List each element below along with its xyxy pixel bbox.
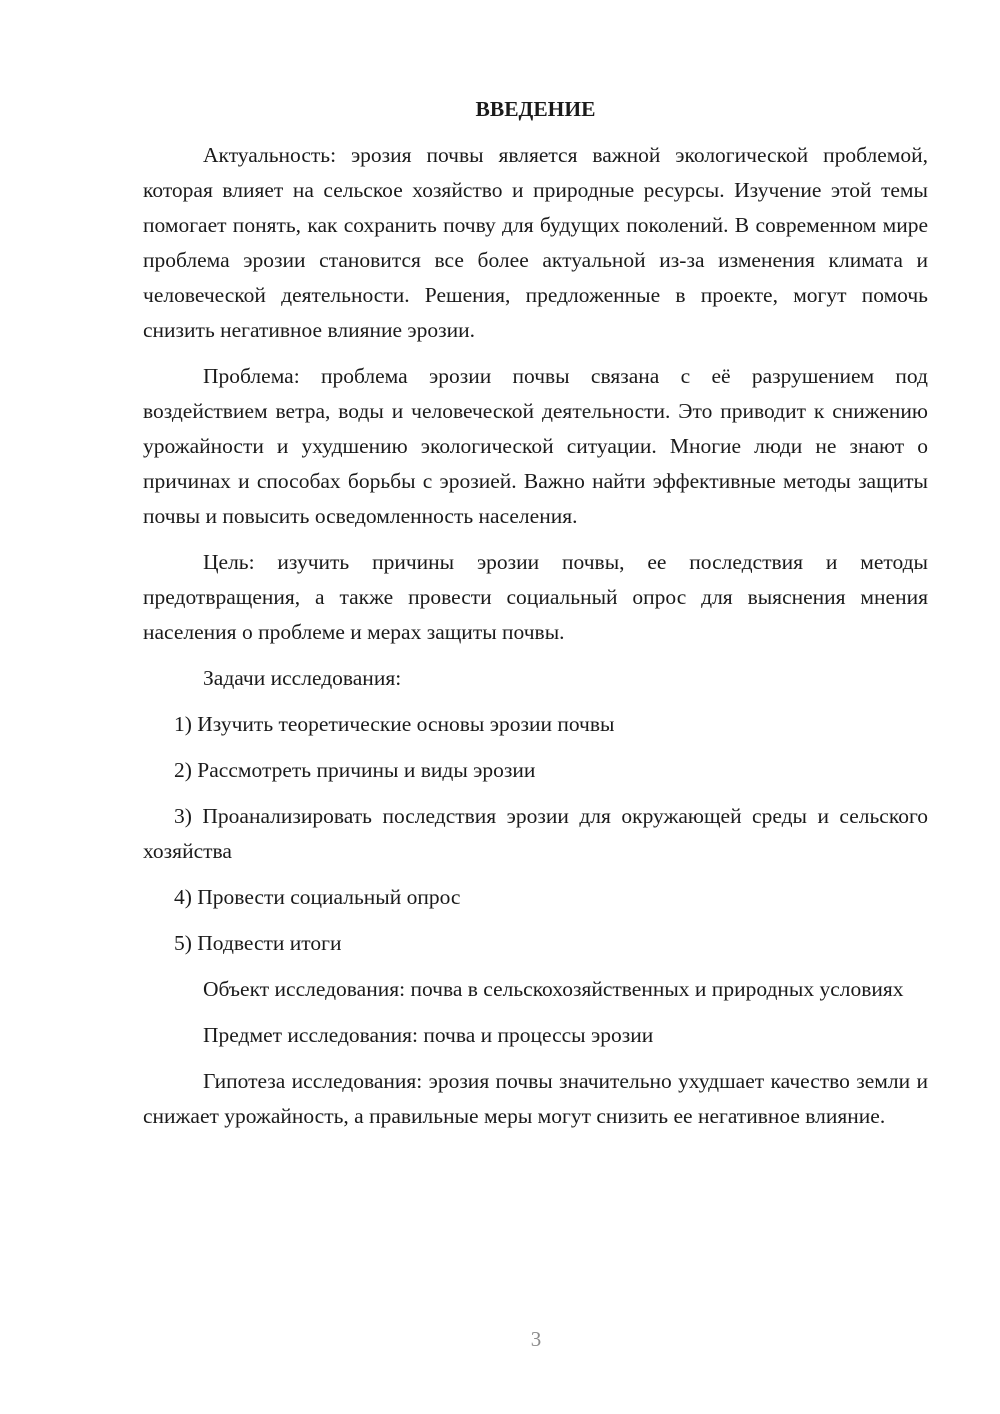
page-number: 3: [530, 1327, 542, 1351]
goal-paragraph: Цель: изучить причины эрозии почвы, ее последствия и методы предотвращения, а также провести социальный опрос для выяснения мнения населения о проблеме и мерах защиты почвы.: [143, 550, 928, 644]
problem-paragraph: Проблема: проблема эрозии почвы связана с её разрушением под воздействием ветра, воды и человеческой деятельности. Это приводит к снижению урожайности и ухудшению экологической ситуации. Многие люди не знают о причинах и способах борьбы с эрозией. Важно найти эффективные методы защиты почвы и повысить осведомленность населения.: [143, 364, 928, 528]
object-paragraph: Объект исследования: почва в сельскохозяйственных и природных условиях: [203, 977, 904, 1001]
task-item-5: 5) Подвести итоги: [174, 931, 342, 955]
task-item-2: 2) Рассмотреть причины и виды эрозии: [174, 758, 536, 782]
subject-paragraph: Предмет исследования: почва и процессы эрозии: [203, 1023, 654, 1047]
document-page: [143, 92, 928, 1145]
hypothesis-paragraph: Гипотеза исследования: эрозия почвы значительно ухудшает качество земли и снижает урожайность, а правильные меры могут снизить ее негативное влияние.: [143, 1069, 928, 1128]
task-item-3: 3) Проанализировать последствия эрозии для окружающей среды и сельского хозяйства: [143, 804, 928, 863]
tasks-heading: Задачи исследования:: [203, 666, 402, 690]
section-title: ВВЕДЕНИЕ: [475, 97, 596, 121]
task-item-1: 1) Изучить теоретические основы эрозии почвы: [174, 712, 615, 736]
task-item-4: 4) Провести социальный опрос: [174, 885, 461, 909]
relevance-paragraph: Актуальность: эрозия почвы является важной экологической проблемой, которая влияет на сельское хозяйство и природные ресурсы. Изучение этой темы помогает понять, как сохранить почву для будущих поколений. В современном мире проблема эрозии становится все более актуальной из-за изменения климата и человеческой деятельности. Решения, предложенные в проекте, могут помочь снизить негативное влияние эрозии.: [143, 143, 928, 342]
